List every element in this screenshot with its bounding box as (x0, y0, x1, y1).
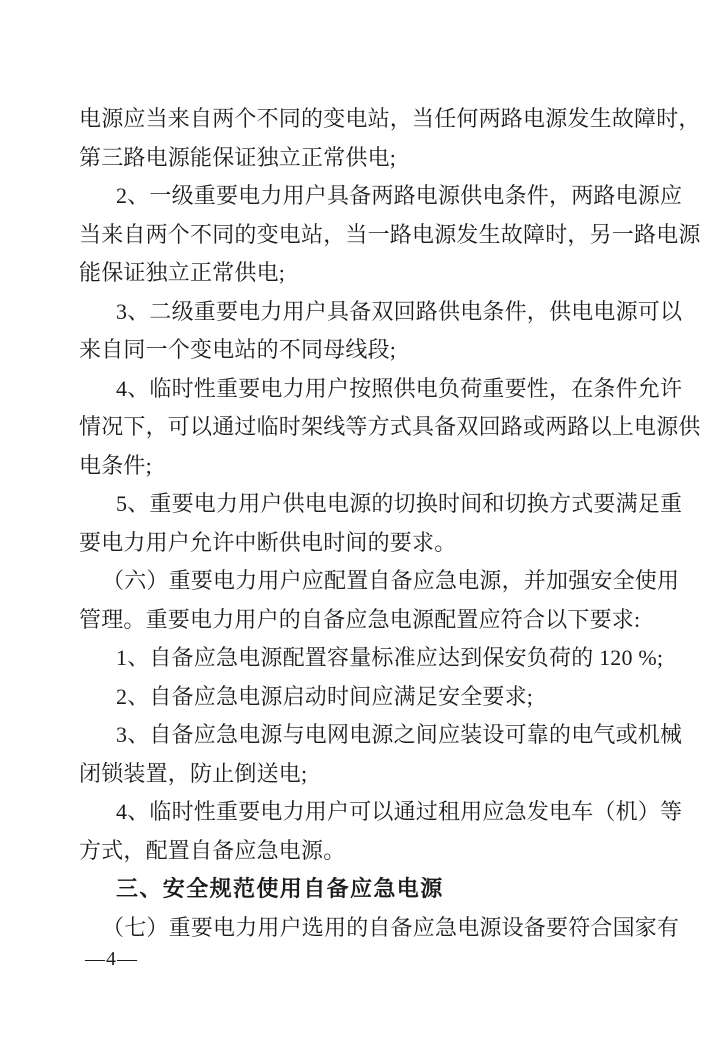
document-body (79, 100, 701, 947)
page-number: —4— (85, 948, 138, 970)
text-line: （七）重要电力用户选用的自备应急电源设备要符合国家有 (102, 914, 680, 940)
text-line: 第三路电源能保证独立正常供电; (79, 144, 397, 170)
text-line: 情况下，可以通过临时架线等方式具备双回路或两路以上电源供 (79, 414, 701, 439)
text-line: 电源应当来自两个不同的变电站，当任何两路电源发生故障时， (79, 106, 701, 131)
text-line: 能保证独立正常供电; (79, 260, 286, 285)
text-line: 5、重要电力用户供电电源的切换时间和切换方式要满足重 (116, 491, 683, 516)
text-line: 2、一级重要电力用户具备两路电源供电条件，两路电源应 (116, 183, 683, 208)
text-line: 2、自备应急电源启动时间应满足安全要求; (116, 683, 534, 709)
text-line: 管理。重要电力用户的自备应急电源配置应符合以下要求: (79, 606, 641, 632)
text-line: 3、二级重要电力用户具备双回路供电条件，供电电源可以 (116, 298, 683, 324)
text-line: （六）重要电力用户应配置自备应急电源，并加强安全使用 (102, 568, 680, 593)
text-line: 闭锁装置，防止倒送电; (79, 760, 308, 786)
section-heading: 三、安全规范使用自备应急电源 (116, 876, 444, 901)
text-line: 方式，配置自备应急电源。 (79, 837, 346, 863)
text-line: 4、临时性重要电力用户可以通过租用应急发电车（机）等 (116, 799, 683, 824)
text-line: 4、临时性重要电力用户按照供电负荷重要性，在条件允许 (116, 375, 683, 401)
text-line: 1、自备应急电源配置容量标准应达到保安负荷的 120 %; (116, 645, 664, 670)
text-line: 要电力用户允许中断供电时间的要求。 (79, 529, 457, 555)
text-line: 来自同一个变电站的不同母线段; (79, 337, 397, 362)
text-line: 电条件; (79, 452, 152, 478)
text-line: 当来自两个不同的变电站，当一路电源发生故障时，另一路电源 (79, 221, 701, 247)
text-line: 3、自备应急电源与电网电源之间应装设可靠的电气或机械 (116, 722, 683, 747)
